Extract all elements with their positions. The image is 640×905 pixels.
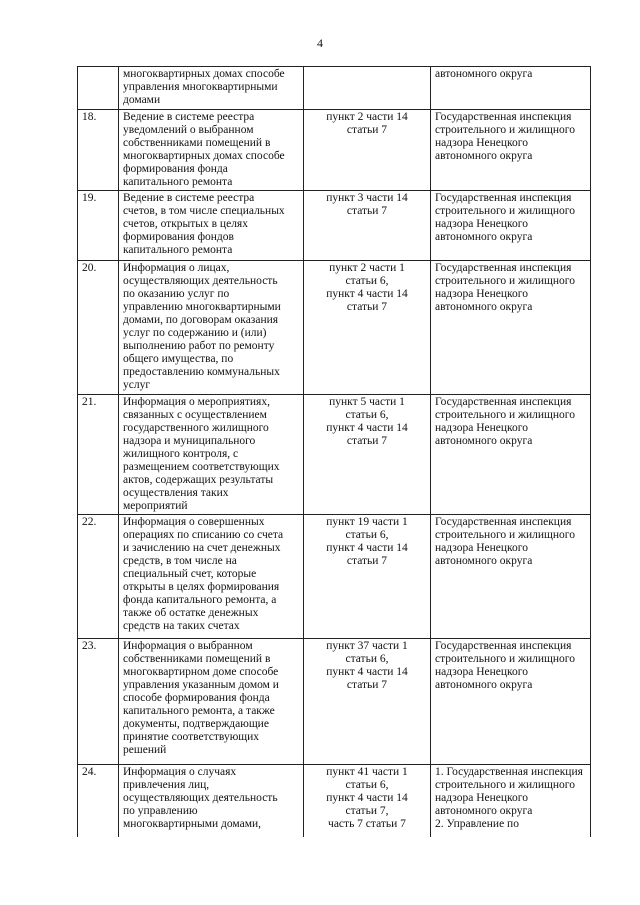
table-row [78, 765, 591, 838]
row-responsible-authority: 1. Государственная инспекция строительного и жилищного надзора Ненецкого автономного округа 2. Управление по [431, 765, 591, 838]
row-number [78, 67, 119, 110]
row-legal-basis: пункт 3 части 14 статьи 7 [304, 191, 431, 261]
row-description: многоквартирных домах способе управления многоквартирными домами [119, 67, 304, 110]
row-legal-basis: пункт 5 части 1 статьи 6, пункт 4 части 14 статьи 7 [304, 395, 431, 515]
registry-table [77, 66, 591, 837]
row-legal-basis: пункт 2 части 1 статьи 6, пункт 4 части 14 статьи 7 [304, 261, 431, 395]
row-number: 19. [78, 191, 119, 261]
row-legal-basis [304, 67, 431, 110]
row-description: Информация о совершенных операциях по списанию со счета и зачислению на счет денежных средств, в том числе на специальный счет, которые открыты в целях формирования фонда капитального ремонта, а также об остатке денежных средств на таких счетах [119, 515, 304, 639]
table-row [78, 191, 591, 261]
row-legal-basis: пункт 2 части 14 статьи 7 [304, 110, 431, 191]
row-legal-basis: пункт 41 части 1 статьи 6, пункт 4 части 14 статьи 7, часть 7 статьи 7 [304, 765, 431, 838]
row-responsible-authority: Государственная инспекция строительного и жилищного надзора Ненецкого автономного округа [431, 110, 591, 191]
row-number: 24. [78, 765, 119, 838]
row-number: 22. [78, 515, 119, 639]
row-legal-basis: пункт 19 части 1 статьи 6, пункт 4 части 14 статьи 7 [304, 515, 431, 639]
row-description: Информация о случаях привлечения лиц, осуществляющих деятельность по управлению многоквартирными домами, [119, 765, 304, 838]
row-description: Информация о мероприятиях, связанных с осуществлением государственного жилищного надзора и муниципального жилищного контроля, с размещением соответствующих актов, содержащих результаты осуществления таких мероприятий [119, 395, 304, 515]
row-number: 23. [78, 639, 119, 765]
row-responsible-authority: Государственная инспекция строительного и жилищного надзора Ненецкого автономного округа [431, 515, 591, 639]
table-row [78, 639, 591, 765]
row-responsible-authority: Государственная инспекция строительного и жилищного надзора Ненецкого автономного округа [431, 639, 591, 765]
row-description: Ведение в системе реестра уведомлений о выбранном собственниками помещений в многоквартирных домах способе формирования фонда капитального ремонта [119, 110, 304, 191]
row-responsible-authority: автономного округа [431, 67, 591, 110]
table-row [78, 67, 591, 110]
row-responsible-authority: Государственная инспекция строительного и жилищного надзора Ненецкого автономного округа [431, 261, 591, 395]
row-description: Информация о выбранном собственниками помещений в многоквартирном доме способе управления указанным домом и способе формирования фонда капитального ремонта, а также документы, подтверждающие принятие соответствующих решений [119, 639, 304, 765]
row-description: Информация о лицах, осуществляющих деятельность по оказанию услуг по управлению многоквартирными домами, по договорам оказания услуг по содержанию и (или) выполнению работ по ремонту общего имущества, по предоставлению коммунальных услуг [119, 261, 304, 395]
page-number: 4 [317, 36, 323, 50]
row-number: 21. [78, 395, 119, 515]
row-number: 20. [78, 261, 119, 395]
row-responsible-authority: Государственная инспекция строительного и жилищного надзора Ненецкого автономного округа [431, 395, 591, 515]
table-row [78, 110, 591, 191]
table-row [78, 395, 591, 515]
row-description: Ведение в системе реестра счетов, в том числе специальных счетов, открытых в целях формирования фондов капитального ремонта [119, 191, 304, 261]
row-number: 18. [78, 110, 119, 191]
table-row [78, 515, 591, 639]
table-row [78, 261, 591, 395]
row-responsible-authority: Государственная инспекция строительного и жилищного надзора Ненецкого автономного округа [431, 191, 591, 261]
row-legal-basis: пункт 37 части 1 статьи 6, пункт 4 части 14 статьи 7 [304, 639, 431, 765]
